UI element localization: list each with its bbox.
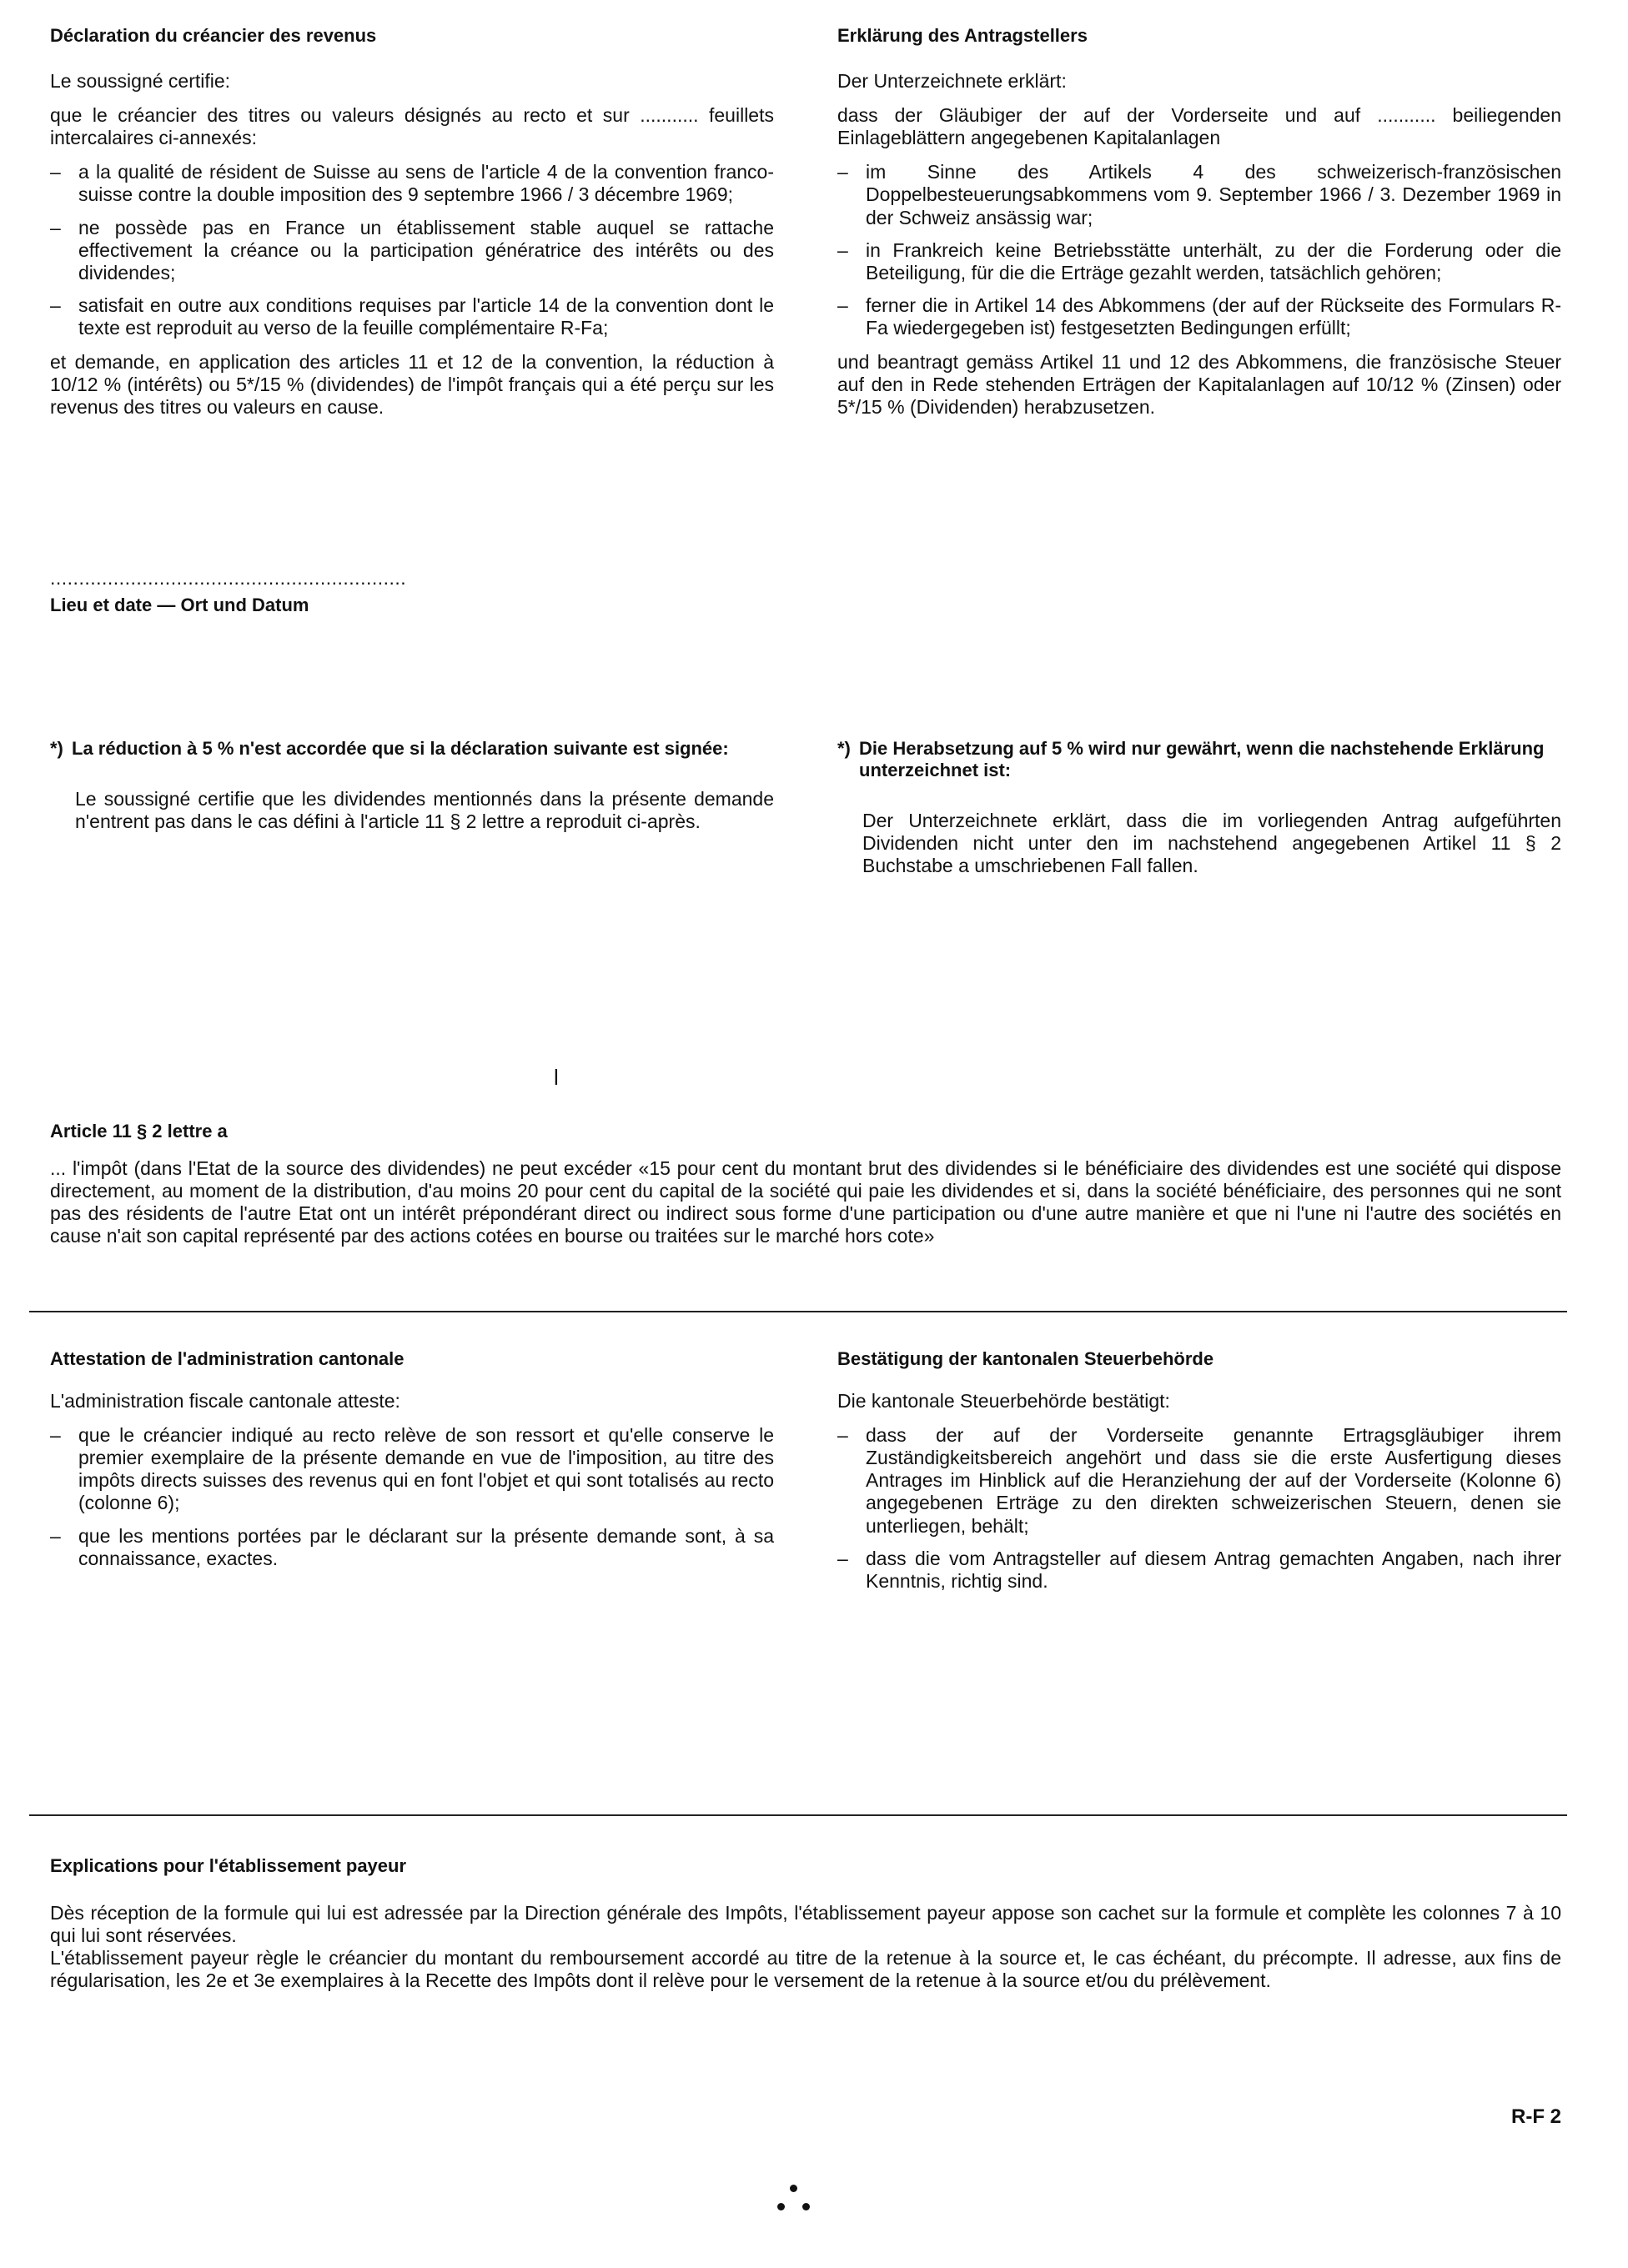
place-date-field[interactable] xyxy=(50,567,774,616)
note-heading xyxy=(837,738,1561,781)
section-heading: Explications pour l'établissement payeur xyxy=(50,1855,407,1876)
paragraph: que le créancier des titres ou valeurs désignés au recto et sur ........... feuillets intercalaires ci-annexés: xyxy=(50,104,774,149)
section-heading: Déclaration du créancier des revenus xyxy=(50,25,377,46)
list-item: – dass die vom Antragsteller auf diesem Antrag gemachten Angaben, nach ihrer Kenntnis, richtig sind. xyxy=(837,1548,1561,1593)
asterisk-mark: *) xyxy=(50,738,63,759)
list-item: – que le créancier indiqué au recto relève de son ressort et qu'elle conserve le premier exemplaire de la présente demande en vue de l'imposition, au titre des impôts directs suisses des revenus qui en font l'objet et qui sont totalisés au recto (colonne 6); xyxy=(50,1424,774,1515)
list-item: – a la qualité de résident de Suisse au sens de l'article 4 de la convention franco-suisse contre la double imposition des 9 septembre 1966 / 3 décembre 1969; xyxy=(50,161,774,206)
dividend-reduction-note-de xyxy=(837,738,1561,877)
asterisk-mark: *) xyxy=(837,738,851,759)
creditor-declaration-fr xyxy=(50,25,774,419)
bullet-cluster-icon xyxy=(777,2185,811,2215)
section-divider xyxy=(29,1311,1567,1312)
list-item: – in Frankreich keine Betriebsstätte unterhält, zu der die Forderung oder die Beteiligung, für die die Erträge gezahlt werden, tatsächlich gehören; xyxy=(837,239,1561,284)
form-code: R-F 2 xyxy=(1511,2105,1561,2128)
article-11-excerpt xyxy=(50,1121,1561,1247)
intro-text: Der Unterzeichnete erklärt: xyxy=(837,69,1067,92)
article-text: ... l'impôt (dans l'Etat de la source des dividendes) ne peut excéder «15 pour cent du montant brut des dividendes si le bénéficiaire des dividendes est une société qui dispose directement, au moment de la distribution, d'au moins 20 pour cent du capital de la société qui paie les dividendes et si, dans la société bénéficiaire, des personnes qui ne sont pas des résidents de l'autre Etat ont un intérêt prépondérant direct ou indirect sous forme d'une participation ou d'une autre manière et que ni l'une ni l'autre des sociétés en cause n'ait son capital représenté par des actions cotées en bourse ou traitées sur le marché hors cote» xyxy=(50,1157,1561,1247)
list-item: – im Sinne des Artikels 4 des schweizerisch-französischen Doppelbesteuerungsabkommens vom 9. September 1966 / 3. Dezember 1969 in der Schweiz ansässig war; xyxy=(837,161,1561,228)
place-date-label: Lieu et date — Ort und Datum xyxy=(50,595,309,616)
note-text: Der Unterzeichnete erklärt, dass die im vorliegenden Antrag aufgeführten Dividenden nicht unter den im nachstehend angegebenen Artikel 11 § 2 Buchstabe a umschriebenen Fall fallen. xyxy=(862,809,1561,877)
section-heading: Attestation de l'administration cantonale xyxy=(50,1348,404,1369)
dividend-reduction-note-fr xyxy=(50,738,774,833)
note-heading-text: La réduction à 5 % n'est accordée que si la déclaration suivante est signée: xyxy=(72,738,729,759)
closing-paragraph: und beantragt gemäss Artikel 11 und 12 des Abkommens, die französische Steuer auf den in Rede stehenden Erträgen der Kapitalanlagen auf 10/12 % (Zinsen) oder 5*/15 % (Dividenden) herabzusetzen. xyxy=(837,351,1561,419)
list-item: – satisfait en outre aux conditions requises par l'article 14 de la convention dont le texte est reproduit au verso de la feuille complémentaire R-Fa; xyxy=(50,294,774,339)
list-item: – ne possède pas en France un établissement stable auquel se rattache effectivement la créance ou la participation génératrice des intérêts ou des dividendes; xyxy=(50,217,774,284)
list-item: – que les mentions portées par le déclarant sur la présente demande sont, à sa connaissance, exactes. xyxy=(50,1525,774,1570)
cantonal-attestation-de xyxy=(837,1348,1561,1593)
list-item: – ferner die in Artikel 14 des Abkommens (der auf der Rückseite des Formulars R-Fa wiedergegeben ist) festgesetzten Bedingungen erfüllt; xyxy=(837,294,1561,339)
cantonal-attestation-fr xyxy=(50,1348,774,1570)
stray-mark: l xyxy=(554,1065,559,1090)
signature-dots: .............................................................. xyxy=(50,567,407,589)
paying-institution-explanations xyxy=(50,1855,1561,1992)
note-heading-text: Die Herabsetzung auf 5 % wird nur gewährt, wenn die nachstehende Erklärung unterzeichnet ist: xyxy=(859,738,1545,780)
note-text: Le soussigné certifie que les dividendes mentionnés dans la présente demande n'entrent pas dans le cas défini à l'article 11 § 2 lettre a reproduit ci-après. xyxy=(75,787,774,833)
list-item: – dass der auf der Vorderseite genannte Ertragsgläubiger ihrem Zuständigkeitsbereich angehört und dass sie die erste Ausfertigung dieses Antrages im Hinblick auf die Heranziehung der auf der Vorderseite (Kolonne 6) angegebenen Erträge zu den direkten schweizerischen Steuern, denen sie unterliegen, behält; xyxy=(837,1424,1561,1538)
creditor-declaration-de xyxy=(837,25,1561,419)
section-divider xyxy=(29,1814,1567,1816)
section-heading: Bestätigung der kantonalen Steuerbehörde xyxy=(837,1348,1214,1369)
paragraph: dass der Gläubiger der auf der Vorderseite und auf ........... beiliegenden Einlageblättern angegebenen Kapitalanlagen xyxy=(837,104,1561,149)
explanation-paragraph: Dès réception de la formule qui lui est adressée par la Direction générale des Impôts, l'établissement payeur appose son cachet sur la formule et complète les colonnes 7 à 10 qui lui sont réservées. xyxy=(50,1901,1561,1947)
section-heading: Article 11 § 2 lettre a xyxy=(50,1121,228,1142)
intro-text: Die kantonale Steuerbehörde bestätigt: xyxy=(837,1389,1170,1412)
explanation-paragraph: L'établissement payeur règle le créancier du montant du remboursement accordé au titre de la retenue à la source et, le cas échéant, du précompte. Il adresse, aux fins de régularisation, les 2e et 3e exemplaires à la Recette des Impôts dont il relève pour le versement de la retenue à la source et/ou du prélèvement. xyxy=(50,1947,1561,1992)
note-heading xyxy=(50,738,774,760)
intro-text: Le soussigné certifie: xyxy=(50,69,231,92)
intro-text: L'administration fiscale cantonale atteste: xyxy=(50,1389,400,1412)
section-heading: Erklärung des Antragstellers xyxy=(837,25,1088,46)
closing-paragraph: et demande, en application des articles 11 et 12 de la convention, la réduction à 10/12 % (intérêts) ou 5*/15 % (dividendes) de l'impôt français qui a été perçu sur les revenus des titres ou valeurs en cause. xyxy=(50,351,774,419)
